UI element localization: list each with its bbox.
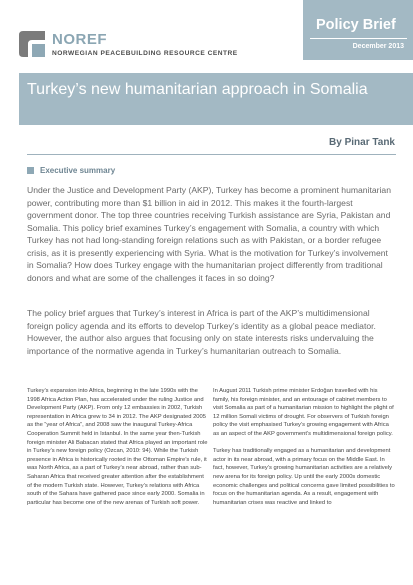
body-paragraph: Turkey’s expansion into Africa, beginning in the late 1990s with the 1998 Africa Action Plan, has accelerated under the ruling Justice and Development Party (AKP). From only 12 embassies in 2002, Turkish representation in Africa grew to 34 in 2012. The AKP designated 2005 as the “year of Africa”, and 2008 saw the inaugural Turkey-Africa Cooperation Summit held in Istanbul. In the same year then-Turkish foreign minister Ali Babacan stated that Africa played an important role in Turkey’s new foreign policy (Ozcan, 2010: 94). While the Turkish presence in Africa is historically rooted in the Ottoman Empire’s rule, it was North Africa, as a part of Turkey’s near abroad, rather than sub-Saharan Africa that received greater attention after the establishment of the modern Turkish state. However, Turkey’s relations with Africa south of the Sahara have gathered pace since early 2000. Somalia in particular has become one of the new arenas of Turkish soft power.: [27, 388, 208, 506]
body-paragraph: Turkey has traditionally engaged as a humanitarian and development actor in its near abroad, with a primary focus on the Middle East. In fact, however, Turkey’s growing humanitarian activities are a relatively new arena for its foreign policy. Up until the early 2000s domestic economic challenges and political concerns gave limited possibilities to focus on the humanitarian agenda. As a result, engagement with humanitarian crises was reactive and linked to: [213, 448, 395, 506]
noref-logo-icon: [19, 31, 45, 57]
body-paragraph: In August 2011 Turkish prime minister Erdoğan travelled with his family, his foreign minister, and an entourage of cabinet members to visit Somalia as part of a humanitarian mission to highlight the plight of 12 million Somali victims of drought. For observers of Turkish foreign policy the visit emphasised Turkey’s growing engagement with Africa as an aspect of the AKP government’s multidimensional foreign policy.: [213, 388, 394, 437]
series-divider: [310, 38, 407, 39]
author-divider: [27, 154, 396, 155]
summary-paragraph: The policy brief argues that Turkey’s interest in Africa is part of the AKP’s multidimensional foreign policy agenda and its efforts to develop Turkey’s identity as a global peace mediator. However, the author also argues that focusing only on state interests risks undervaluing the importance of the normative agenda in Turkey’s humanitarian outreach to Somalia.: [27, 308, 376, 356]
organization-name: [52, 32, 238, 57]
square-bullet-icon: [27, 167, 34, 174]
series-title: Policy Brief: [316, 17, 396, 33]
organization-acronym: NOREF: [52, 31, 107, 48]
body-column-left: [27, 387, 209, 507]
summary-heading: [27, 166, 115, 175]
summary-heading-label: Executive summary: [40, 166, 116, 175]
organization-full-name: NORWEGIAN PEACEBUILDING RESOURCE CENTRE: [52, 50, 238, 57]
document-title: Turkey’s new humanitarian approach in Somalia: [27, 81, 368, 98]
publication-date: December 2013: [352, 43, 404, 50]
author-byline: By Pinar Tank: [329, 137, 395, 148]
body-column-right: [213, 387, 395, 507]
summary-paragraph: Under the Justice and Development Party (AKP), Turkey has become a prominent humanitarian power, contributing more than $1 billion in aid in 2012. This makes it the fourth-largest government donor. The top three countries receiving Turkish assistance are Syria, Pakistan and Somalia. This policy brief examines Turkey’s engagement with Somalia, a country with which Turkey has not had long-standing foreign relations such as with Pakistan, or a border refugee crisis, as it is presently experiencing with Syria. What is the motivation for Turkey’s involvement in Somalia? How does Turkey engage with the humanitarian project differently from traditional donors and what are some of the challenges it faces in so doing?: [27, 185, 391, 283]
